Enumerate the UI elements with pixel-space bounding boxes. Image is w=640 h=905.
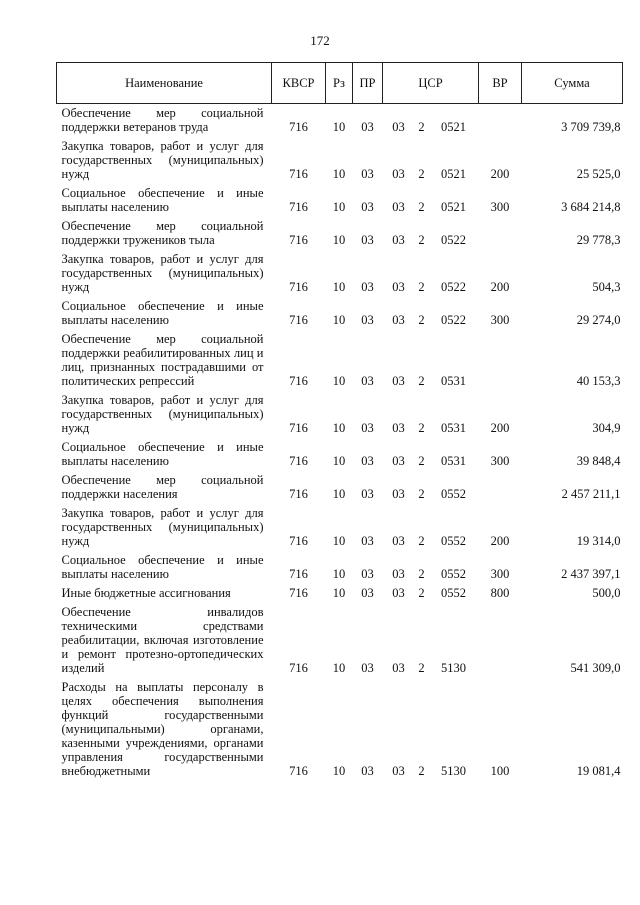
row-csr-c3: 0552	[441, 567, 466, 581]
row-name: Закупка товаров, работ и услуг для государственных (муниципальных) нужд	[61, 139, 264, 181]
row-csr-c3: 0552	[441, 534, 466, 548]
row-csr	[383, 603, 479, 678]
row-csr-c2: 2	[418, 764, 425, 778]
row-csr-c3: 0521	[441, 167, 466, 181]
row-csr-c2: 2	[418, 280, 425, 294]
row-pr: 03	[361, 280, 374, 294]
row-csr	[383, 104, 479, 138]
row-rz: 10	[332, 454, 346, 468]
table-row	[57, 137, 623, 184]
row-csr	[383, 297, 479, 330]
header-name: Наименование	[57, 63, 272, 104]
row-csr-c2: 2	[418, 200, 425, 214]
row-sum: 19 314,0	[576, 534, 621, 548]
table-row	[57, 217, 623, 250]
row-pr: 03	[361, 167, 374, 181]
row-rz: 10	[332, 280, 346, 294]
row-name: Социальное обеспечение и иные выплаты населению	[61, 440, 264, 468]
row-name: Обеспечение мер социальной поддержки ветеранов труда	[61, 106, 264, 134]
row-vr: 200	[490, 280, 510, 294]
row-kvsr: 716	[289, 167, 308, 181]
row-rz: 10	[332, 567, 346, 581]
row-pr: 03	[361, 534, 374, 548]
header-csr: ЦСР	[383, 63, 479, 104]
row-vr: 200	[490, 534, 510, 548]
row-sum: 2 457 211,1	[561, 487, 621, 501]
row-rz: 10	[332, 586, 346, 600]
row-sum: 39 848,4	[576, 454, 621, 468]
row-csr-c3: 0521	[441, 120, 466, 134]
row-kvsr: 716	[289, 487, 308, 501]
row-name: Закупка товаров, работ и услуг для государственных (муниципальных) нужд	[61, 252, 264, 294]
row-vr	[479, 603, 522, 678]
row-csr	[383, 584, 479, 603]
row-csr	[383, 471, 479, 504]
row-vr	[479, 104, 522, 138]
row-csr	[383, 250, 479, 297]
row-sum: 3 709 739,8	[561, 120, 621, 134]
row-kvsr: 716	[289, 661, 308, 675]
row-vr	[479, 217, 522, 250]
table-row	[57, 504, 623, 551]
row-csr-c1: 03	[392, 567, 405, 581]
row-kvsr: 716	[289, 586, 308, 600]
row-csr-c2: 2	[418, 567, 425, 581]
row-csr	[383, 551, 479, 584]
row-vr: 800	[490, 586, 510, 600]
row-sum: 304,9	[592, 421, 621, 435]
row-rz: 10	[332, 120, 346, 134]
row-csr-c1: 03	[392, 200, 405, 214]
row-csr-c1: 03	[392, 661, 405, 675]
table-row	[57, 330, 623, 391]
row-kvsr: 716	[289, 567, 308, 581]
row-csr	[383, 391, 479, 438]
row-sum: 2 437 397,1	[561, 567, 621, 581]
row-csr-c3: 0522	[441, 280, 466, 294]
table-header-row	[57, 63, 623, 104]
row-kvsr: 716	[289, 764, 308, 778]
row-csr-c1: 03	[392, 534, 405, 548]
row-name: Иные бюджетные ассигнования	[61, 586, 231, 600]
table-row	[57, 184, 623, 217]
row-pr: 03	[361, 454, 374, 468]
row-rz: 10	[332, 421, 346, 435]
row-rz: 10	[332, 534, 346, 548]
row-name: Социальное обеспечение и иные выплаты населению	[61, 553, 264, 581]
row-csr-c2: 2	[418, 167, 425, 181]
row-csr-c3: 5130	[441, 661, 466, 675]
row-vr	[479, 330, 522, 391]
row-sum: 541 309,0	[570, 661, 621, 675]
row-csr-c2: 2	[418, 120, 425, 134]
row-name: Расходы на выплаты персоналу в целях обеспечения выполнения функций государственными (муниципальными) органами, казенными учреждениями, органами управления государственными внебюджетными	[61, 680, 264, 778]
row-csr-c2: 2	[418, 313, 425, 327]
table-row	[57, 603, 623, 678]
row-csr-c3: 0522	[441, 233, 466, 247]
row-sum: 19 081,4	[576, 764, 621, 778]
row-csr-c2: 2	[418, 661, 425, 675]
table-body	[57, 104, 623, 782]
row-csr-c3: 0552	[441, 487, 466, 501]
page-number: 172	[310, 33, 330, 48]
row-name: Закупка товаров, работ и услуг для государственных (муниципальных) нужд	[61, 506, 264, 548]
row-csr-c1: 03	[392, 421, 405, 435]
row-csr-c3: 0531	[441, 421, 466, 435]
table-row	[57, 297, 623, 330]
row-vr: 300	[490, 454, 510, 468]
row-name: Обеспечение инвалидов техническими средствами реабилитации, включая изготовление и ремонт протезно-ортопедических изделий	[61, 605, 264, 675]
row-pr: 03	[361, 764, 374, 778]
row-sum: 29 274,0	[576, 313, 621, 327]
table-row	[57, 551, 623, 584]
row-vr: 100	[490, 764, 510, 778]
row-kvsr: 716	[289, 534, 308, 548]
row-sum: 29 778,3	[576, 233, 621, 247]
table-row	[57, 584, 623, 603]
row-pr: 03	[361, 586, 374, 600]
row-name: Обеспечение мер социальной поддержки реабилитированных лиц и лиц, признанных пострадавшими от политических репрессий	[61, 332, 264, 388]
row-vr: 300	[490, 200, 510, 214]
row-sum: 40 153,3	[576, 374, 621, 388]
row-name: Закупка товаров, работ и услуг для государственных (муниципальных) нужд	[61, 393, 264, 435]
row-vr: 300	[490, 313, 510, 327]
row-csr-c2: 2	[418, 534, 425, 548]
budget-table	[56, 62, 623, 781]
row-csr-c1: 03	[392, 454, 405, 468]
table-row	[57, 391, 623, 438]
row-pr: 03	[361, 487, 374, 501]
row-sum: 500,0	[592, 586, 621, 600]
table-row	[57, 438, 623, 471]
row-csr-c2: 2	[418, 487, 425, 501]
row-csr-c3: 5130	[441, 764, 466, 778]
row-kvsr: 716	[289, 421, 308, 435]
row-vr	[479, 471, 522, 504]
header-pr: ПР	[353, 63, 383, 104]
row-csr-c3: 0522	[441, 313, 466, 327]
row-pr: 03	[361, 233, 374, 247]
row-rz: 10	[332, 374, 346, 388]
row-csr-c1: 03	[392, 487, 405, 501]
row-sum: 3 684 214,8	[561, 200, 621, 214]
row-pr: 03	[361, 661, 374, 675]
row-csr	[383, 504, 479, 551]
row-kvsr: 716	[289, 120, 308, 134]
row-pr: 03	[361, 313, 374, 327]
row-rz: 10	[332, 764, 346, 778]
row-sum: 504,3	[592, 280, 621, 294]
row-pr: 03	[361, 120, 374, 134]
row-csr-c1: 03	[392, 280, 405, 294]
header-rz: Рз	[326, 63, 353, 104]
row-kvsr: 716	[289, 280, 308, 294]
row-csr	[383, 330, 479, 391]
row-vr: 300	[490, 567, 510, 581]
row-csr-c3: 0521	[441, 200, 466, 214]
row-csr-c1: 03	[392, 233, 405, 247]
row-name: Обеспечение мер социальной поддержки тружеников тыла	[61, 219, 264, 247]
row-csr	[383, 217, 479, 250]
row-rz: 10	[332, 313, 346, 327]
row-kvsr: 716	[289, 200, 308, 214]
row-rz: 10	[332, 200, 346, 214]
row-pr: 03	[361, 374, 374, 388]
header-kvsr: КВСР	[272, 63, 326, 104]
row-csr-c3: 0531	[441, 374, 466, 388]
row-csr	[383, 137, 479, 184]
table-row	[57, 250, 623, 297]
row-csr-c2: 2	[418, 374, 425, 388]
header-sum: Сумма	[522, 63, 623, 104]
row-rz: 10	[332, 167, 346, 181]
row-name: Обеспечение мер социальной поддержки населения	[61, 473, 264, 501]
row-csr-c3: 0531	[441, 454, 466, 468]
row-kvsr: 716	[289, 374, 308, 388]
row-csr-c1: 03	[392, 167, 405, 181]
table-row	[57, 104, 623, 138]
row-vr: 200	[490, 421, 510, 435]
row-csr-c2: 2	[418, 454, 425, 468]
row-csr	[383, 678, 479, 781]
row-name: Социальное обеспечение и иные выплаты населению	[61, 299, 264, 327]
row-csr-c1: 03	[392, 586, 405, 600]
row-csr-c1: 03	[392, 313, 405, 327]
row-csr-c1: 03	[392, 374, 405, 388]
row-pr: 03	[361, 421, 374, 435]
row-csr-c1: 03	[392, 120, 405, 134]
row-csr	[383, 438, 479, 471]
table-row	[57, 678, 623, 781]
row-rz: 10	[332, 233, 346, 247]
row-csr-c1: 03	[392, 764, 405, 778]
row-pr: 03	[361, 200, 374, 214]
row-csr-c3: 0552	[441, 586, 466, 600]
row-csr-c2: 2	[418, 421, 425, 435]
row-csr	[383, 184, 479, 217]
row-kvsr: 716	[289, 233, 308, 247]
row-sum: 25 525,0	[576, 167, 621, 181]
row-rz: 10	[332, 487, 346, 501]
row-vr: 200	[490, 167, 510, 181]
row-rz: 10	[332, 661, 346, 675]
row-csr-c2: 2	[418, 586, 425, 600]
row-kvsr: 716	[289, 313, 308, 327]
row-name: Социальное обеспечение и иные выплаты населению	[61, 186, 264, 214]
row-kvsr: 716	[289, 454, 308, 468]
row-csr-c2: 2	[418, 233, 425, 247]
header-vr: ВР	[479, 63, 522, 104]
row-pr: 03	[361, 567, 374, 581]
table-row	[57, 471, 623, 504]
